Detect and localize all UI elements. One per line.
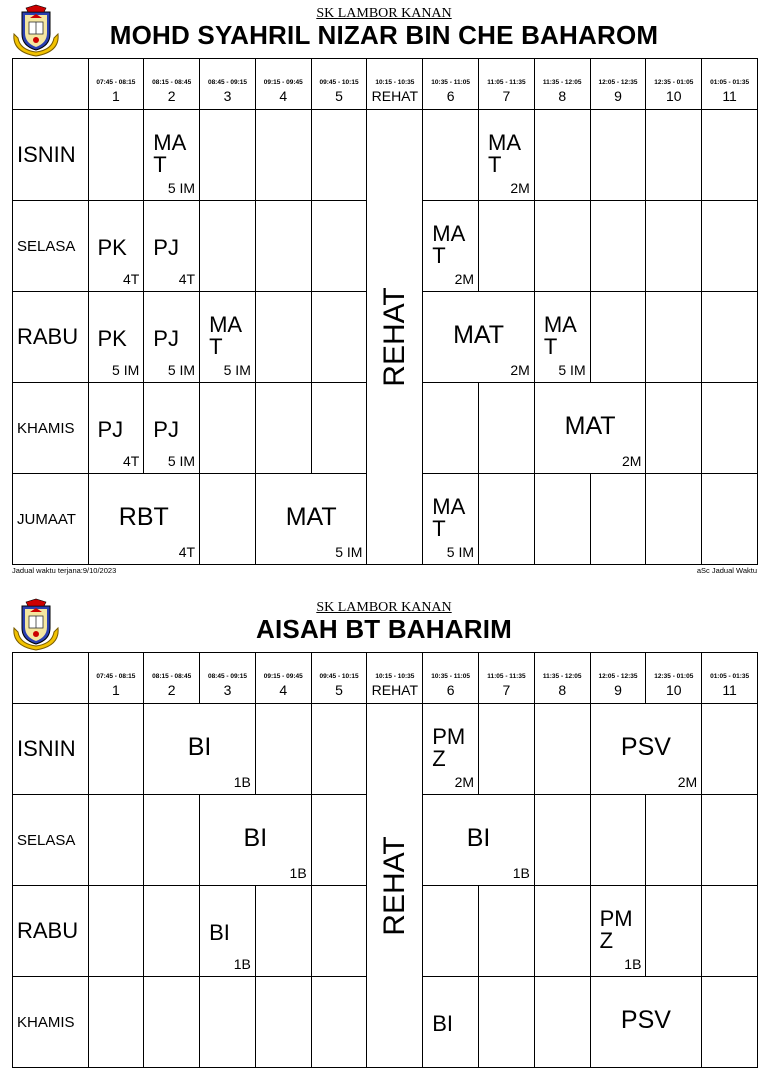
empty-slot	[199, 200, 256, 292]
period-header	[701, 58, 758, 110]
period-number: 7	[502, 682, 511, 698]
day-label-cell	[12, 382, 89, 474]
period-time: 11:05 - 11:35	[487, 79, 526, 86]
empty-slot	[645, 473, 702, 565]
period-header	[199, 652, 256, 704]
empty-slot	[311, 200, 368, 292]
period-header	[645, 652, 702, 704]
period-header	[645, 58, 702, 110]
lesson-cell	[422, 976, 479, 1068]
header-corner	[12, 652, 89, 704]
school-name: SK LAMBOR KANAN	[316, 6, 452, 21]
lesson-cell	[143, 200, 200, 292]
period-header	[88, 652, 145, 704]
lesson-subject: BI	[187, 733, 212, 761]
day-label-cell	[12, 976, 89, 1068]
lesson-class: 2M	[677, 774, 698, 790]
period-time: 11:35 - 12:05	[542, 673, 582, 680]
lesson-class: 5 IM	[223, 362, 251, 378]
empty-slot	[534, 703, 591, 795]
empty-slot	[88, 703, 145, 795]
period-header	[366, 652, 423, 704]
period-number: 2	[167, 88, 176, 104]
period-time: 12:35 - 01:05	[654, 673, 694, 680]
empty-slot	[645, 885, 702, 977]
day-label-cell	[12, 109, 89, 201]
period-number: 10	[666, 682, 682, 698]
lesson-cell	[422, 794, 535, 886]
period-number: 11	[722, 88, 737, 104]
lesson-subject: PM Z	[432, 724, 466, 771]
empty-slot	[199, 473, 256, 565]
lesson-cell	[199, 794, 312, 886]
lesson-cell	[478, 109, 535, 201]
lesson-subject: PJ	[97, 417, 124, 442]
lesson-class: 5 IM	[112, 362, 140, 378]
period-header	[255, 58, 312, 110]
empty-slot	[478, 976, 535, 1068]
period-time: 07:45 - 08:15	[96, 673, 136, 680]
teacher-name: AISAH BT BAHARIM	[256, 614, 512, 644]
lesson-subject: BI	[466, 824, 491, 852]
period-time: 10:35 - 11:05	[431, 673, 470, 680]
lesson-subject: MA T	[488, 130, 522, 177]
day-label-cell	[12, 885, 89, 977]
day-label: KHAMIS	[17, 419, 75, 437]
day-label: KHAMIS	[17, 1013, 75, 1031]
lesson-subject: MA T	[153, 130, 187, 177]
empty-slot	[88, 794, 145, 886]
lesson-cell	[143, 109, 200, 201]
lesson-cell	[590, 885, 647, 977]
empty-slot	[255, 976, 312, 1068]
rehat-column	[366, 109, 423, 565]
lesson-cell	[143, 703, 256, 795]
lesson-cell	[422, 291, 535, 383]
lesson-cell	[255, 473, 368, 565]
lesson-cell	[590, 703, 703, 795]
lesson-class: 2M	[454, 271, 475, 287]
period-time: 12:35 - 01:05	[654, 79, 694, 86]
period-header	[366, 58, 423, 110]
day-label-cell	[12, 291, 89, 383]
lesson-subject: BI	[243, 824, 268, 852]
lesson-subject: PJ	[153, 326, 179, 351]
footer-software: aSc Jadual Waktu	[696, 566, 757, 575]
empty-slot	[534, 885, 591, 977]
lesson-class: 2M	[510, 180, 530, 196]
period-number: 6	[446, 88, 455, 104]
day-label-cell	[12, 703, 89, 795]
day-label: JUMAAT	[17, 510, 76, 528]
empty-slot	[311, 794, 368, 886]
lesson-cell	[88, 473, 201, 565]
period-header	[143, 652, 200, 704]
period-time: 07:45 - 08:15	[96, 79, 136, 86]
period-time: 08:15 - 08:45	[152, 79, 192, 86]
empty-slot	[701, 200, 758, 292]
lesson-subject: BI	[432, 1011, 454, 1036]
rehat-label: REHAT	[377, 287, 411, 387]
period-header	[590, 652, 647, 704]
period-number: 8	[558, 682, 567, 698]
lesson-class: 1B	[624, 956, 642, 972]
period-header	[143, 58, 200, 110]
period-number: 6	[446, 682, 455, 698]
day-label: ISNIN	[17, 142, 76, 167]
empty-slot	[311, 885, 368, 977]
period-time: 09:45 - 10:15	[319, 673, 359, 680]
empty-slot	[645, 109, 702, 201]
empty-slot	[478, 703, 535, 795]
empty-slot	[590, 291, 647, 383]
empty-slot	[255, 291, 312, 383]
period-number: 8	[558, 88, 567, 104]
period-header	[311, 58, 368, 110]
empty-slot	[255, 885, 312, 977]
empty-slot	[199, 109, 256, 201]
empty-slot	[422, 885, 479, 977]
empty-slot	[701, 794, 758, 886]
lesson-subject: MAT	[453, 321, 504, 349]
empty-slot	[311, 109, 368, 201]
period-time: 09:45 - 10:15	[319, 79, 359, 86]
lesson-class: 5 IM	[167, 180, 196, 196]
period-time: 12:05 - 12:35	[598, 673, 638, 680]
period-time: 01:05 - 01:35	[710, 79, 750, 86]
period-number: 4	[279, 682, 288, 698]
lesson-cell	[88, 291, 145, 383]
lesson-cell	[143, 291, 200, 383]
day-label-cell	[12, 794, 89, 886]
period-number: 5	[335, 88, 343, 104]
empty-slot	[701, 382, 758, 474]
period-number: 7	[502, 88, 511, 104]
lesson-subject: MAT	[564, 412, 616, 440]
lesson-subject: PJ	[153, 417, 179, 442]
day-label: RABU	[17, 918, 79, 943]
period-number: 1	[111, 88, 120, 104]
lesson-class: 4T	[122, 453, 140, 469]
empty-slot	[88, 976, 145, 1068]
period-time: 10:15 - 10:35	[375, 79, 415, 86]
empty-slot	[590, 794, 647, 886]
period-number: 1	[111, 682, 120, 698]
empty-slot	[88, 885, 145, 977]
day-label: SELASA	[17, 237, 76, 255]
lesson-subject: BI	[209, 920, 230, 945]
empty-slot	[422, 382, 479, 474]
lesson-cell	[534, 291, 591, 383]
empty-slot	[590, 200, 647, 292]
day-label: SELASA	[17, 831, 76, 849]
period-time: 10:35 - 11:05	[431, 79, 470, 86]
empty-slot	[645, 200, 702, 292]
period-number: 4	[279, 88, 288, 104]
lesson-class: 5 IM	[167, 362, 196, 378]
period-header	[478, 652, 535, 704]
period-time: 11:35 - 12:05	[542, 79, 582, 86]
lesson-subject: PK	[97, 326, 127, 351]
empty-slot	[701, 885, 758, 977]
period-number: REHAT	[371, 682, 419, 698]
lesson-cell	[422, 200, 479, 292]
period-time: 11:05 - 11:35	[487, 673, 526, 680]
empty-slot	[478, 885, 535, 977]
period-number: 5	[335, 682, 343, 698]
empty-slot	[701, 109, 758, 201]
period-header	[88, 58, 145, 110]
empty-slot	[701, 703, 758, 795]
period-header	[478, 58, 535, 110]
empty-slot	[478, 200, 535, 292]
footer-generated-date: Jadual waktu terjana:9/10/2023	[12, 566, 117, 575]
empty-slot	[143, 976, 200, 1068]
lesson-class: 5 IM	[446, 544, 475, 560]
lesson-class: 4T	[178, 271, 196, 287]
lesson-cell	[88, 382, 145, 474]
empty-slot	[311, 976, 368, 1068]
period-header	[311, 652, 368, 704]
period-header	[590, 58, 647, 110]
period-header	[199, 58, 256, 110]
rehat-label: REHAT	[377, 835, 411, 936]
empty-slot	[311, 382, 368, 474]
period-header	[422, 652, 479, 704]
lesson-cell	[590, 976, 703, 1068]
school-name: SK LAMBOR KANAN	[316, 600, 452, 615]
teacher-name: MOHD SYAHRIL NIZAR BIN CHE BAHAROM	[109, 20, 659, 50]
lesson-subject: MA T	[543, 312, 577, 359]
period-time: 08:15 - 08:45	[152, 673, 192, 680]
period-number: 11	[722, 682, 737, 698]
lesson-cell	[422, 473, 479, 565]
day-label: RABU	[17, 324, 79, 349]
lesson-class: 4T	[178, 544, 196, 560]
empty-slot	[645, 291, 702, 383]
period-time: 09:15 - 09:45	[263, 673, 303, 680]
lesson-class: 5 IM	[167, 453, 196, 469]
empty-slot	[534, 200, 591, 292]
lesson-class: 1B	[233, 956, 251, 972]
empty-slot	[590, 109, 647, 201]
lesson-class: 1B	[512, 865, 530, 881]
period-header	[701, 652, 758, 704]
day-label-cell	[12, 200, 89, 292]
lesson-class: 5 IM	[558, 362, 586, 378]
lesson-subject: MA T	[432, 221, 466, 268]
period-number: 3	[223, 682, 232, 698]
lesson-subject: MAT	[285, 503, 337, 531]
empty-slot	[143, 885, 200, 977]
lesson-class: 5 IM	[335, 544, 363, 560]
lesson-class: 4T	[122, 271, 140, 287]
lesson-class: 2M	[510, 362, 530, 378]
empty-slot	[590, 473, 647, 565]
lesson-cell	[422, 703, 479, 795]
day-label-cell	[12, 473, 89, 565]
lesson-cell	[143, 382, 200, 474]
timetable-grid	[12, 58, 757, 564]
empty-slot	[478, 382, 535, 474]
period-time: 09:15 - 09:45	[263, 79, 303, 86]
lesson-class: 1B	[289, 865, 307, 881]
period-number: 10	[666, 88, 682, 104]
period-time: 01:05 - 01:35	[710, 673, 750, 680]
timetable-sheet	[0, 594, 768, 1036]
period-time: 10:15 - 10:35	[375, 673, 415, 680]
lesson-subject: PSV	[620, 733, 671, 761]
period-number: 9	[614, 682, 622, 698]
lesson-subject: RBT	[118, 503, 169, 531]
empty-slot	[534, 976, 591, 1068]
period-header	[534, 58, 591, 110]
empty-slot	[255, 109, 312, 201]
lesson-subject: PK	[97, 235, 127, 260]
lesson-class: 1B	[233, 774, 251, 790]
period-header	[534, 652, 591, 704]
empty-slot	[701, 473, 758, 565]
empty-slot	[701, 976, 758, 1068]
empty-slot	[199, 382, 256, 474]
empty-slot	[645, 382, 702, 474]
lesson-subject: PJ	[153, 235, 179, 260]
rehat-column	[366, 703, 423, 1068]
header-corner	[12, 58, 89, 110]
empty-slot	[255, 200, 312, 292]
empty-slot	[645, 794, 702, 886]
period-time: 12:05 - 12:35	[598, 79, 638, 86]
empty-slot	[255, 382, 312, 474]
period-number: 9	[614, 88, 622, 104]
period-header	[255, 652, 312, 704]
empty-slot	[143, 794, 200, 886]
period-number: 3	[223, 88, 232, 104]
empty-slot	[199, 976, 256, 1068]
timetable-grid	[12, 652, 757, 1067]
period-number: 2	[167, 682, 176, 698]
lesson-cell	[199, 291, 256, 383]
empty-slot	[701, 291, 758, 383]
period-header	[422, 58, 479, 110]
empty-slot	[311, 291, 368, 383]
lesson-subject: PSV	[620, 1006, 671, 1034]
lesson-cell	[199, 885, 256, 977]
empty-slot	[422, 109, 479, 201]
empty-slot	[255, 703, 312, 795]
lesson-cell	[88, 200, 145, 292]
empty-slot	[311, 703, 368, 795]
empty-slot	[534, 794, 591, 886]
period-time: 08:45 - 09:15	[207, 79, 247, 86]
empty-slot	[534, 109, 591, 201]
empty-slot	[88, 109, 145, 201]
lesson-subject: PM Z	[599, 906, 633, 953]
lesson-subject: MA T	[209, 312, 243, 359]
lesson-subject: MA T	[432, 494, 466, 541]
empty-slot	[478, 473, 535, 565]
day-label: ISNIN	[17, 736, 76, 761]
period-time: 08:45 - 09:15	[207, 673, 247, 680]
lesson-class: 2M	[454, 774, 475, 790]
empty-slot	[534, 473, 591, 565]
lesson-class: 2M	[621, 453, 642, 469]
period-number: REHAT	[371, 88, 419, 104]
lesson-cell	[534, 382, 647, 474]
